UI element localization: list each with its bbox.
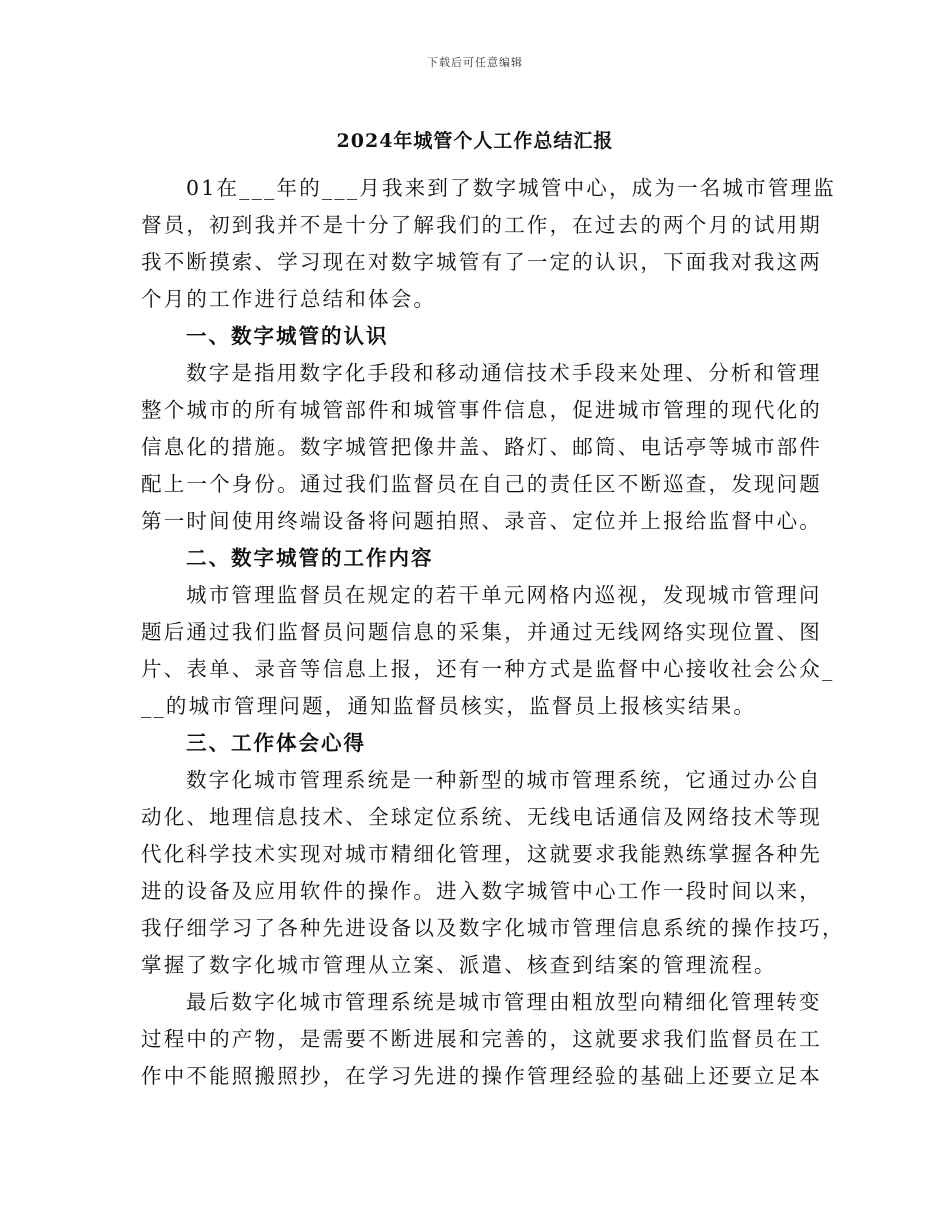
body-text-line: 01在___年的___月我来到了数字城管中心，成为一名城市管理监	[186, 176, 836, 200]
body-text-line: 城市管理监督员在规定的若干单元网格内巡视，发现城市管理问	[186, 583, 822, 607]
document-body	[141, 170, 845, 1095]
body-text-line: 题后通过我们监督员问题信息的采集，并通过无线网络实现位置、图	[141, 620, 822, 644]
section-heading: 二、数字城管的工作内容	[186, 546, 434, 570]
body-text-line: 配上一个身份。通过我们监督员在自己的责任区不断巡查，发现问题	[141, 472, 822, 496]
body-text-line: 掌握了数字化城市管理从立案、派遣、核查到结案的管理流程。	[141, 953, 777, 977]
body-text-line: 进的设备及应用软件的操作。进入数字城管中心工作一段时间以来，	[141, 879, 822, 903]
body-text-line: 数字是指用数字化手段和移动通信技术手段来处理、分析和管理	[186, 361, 822, 385]
body-text-line: 数字化城市管理系统是一种新型的城市管理系统，它通过办公自	[186, 768, 822, 792]
body-text-line: 信息化的措施。数字城管把像井盖、路灯、邮筒、电话亭等城市部件	[141, 435, 822, 459]
body-text-line: 督员，初到我并不是十分了解我们的工作，在过去的两个月的试用期	[141, 213, 822, 237]
body-text-line: 动化、地理信息技术、全球定位系统、无线电话通信及网络技术等现	[141, 805, 822, 829]
body-text-line: 第一时间使用终端设备将问题拍照、录音、定位并上报给监督中心。	[141, 509, 822, 533]
body-text-line: 作中不能照搬照抄，在学习先进的操作管理经验的基础上还要立足本	[141, 1064, 822, 1088]
body-text-line: 过程中的产物，是需要不断进展和完善的，这就要求我们监督员在工	[141, 1027, 822, 1051]
section-heading: 一、数字城管的认识	[186, 324, 389, 348]
body-text-line: __的城市管理问题，通知监督员核实，监督员上报核实结果。	[141, 694, 757, 718]
section-heading: 三、工作体会心得	[186, 731, 366, 755]
page-header-note: 下载后可任意编辑	[427, 56, 523, 69]
body-text-line: 代化科学技术实现对城市精细化管理，这就要求我能熟练掌握各种先	[141, 842, 822, 866]
body-text-line: 最后数字化城市管理系统是城市管理由粗放型向精细化管理转变	[186, 990, 822, 1014]
body-text-line: 整个城市的所有城管部件和城管事件信息，促进城市管理的现代化的	[141, 398, 822, 422]
document-title: 2024年城管个人工作总结汇报	[336, 130, 614, 152]
body-text-line: 我不断摸索、学习现在对数字城管有了一定的认识，下面我对我这两	[141, 250, 822, 274]
body-text-line: 个月的工作进行总结和体会。	[141, 287, 437, 311]
body-text-line: 片、表单、录音等信息上报，还有一种方式是监督中心接收社会公众_	[141, 657, 835, 681]
body-text-line: 我仔细学习了各种先进设备以及数字化城市管理信息系统的操作技巧，	[141, 916, 845, 940]
